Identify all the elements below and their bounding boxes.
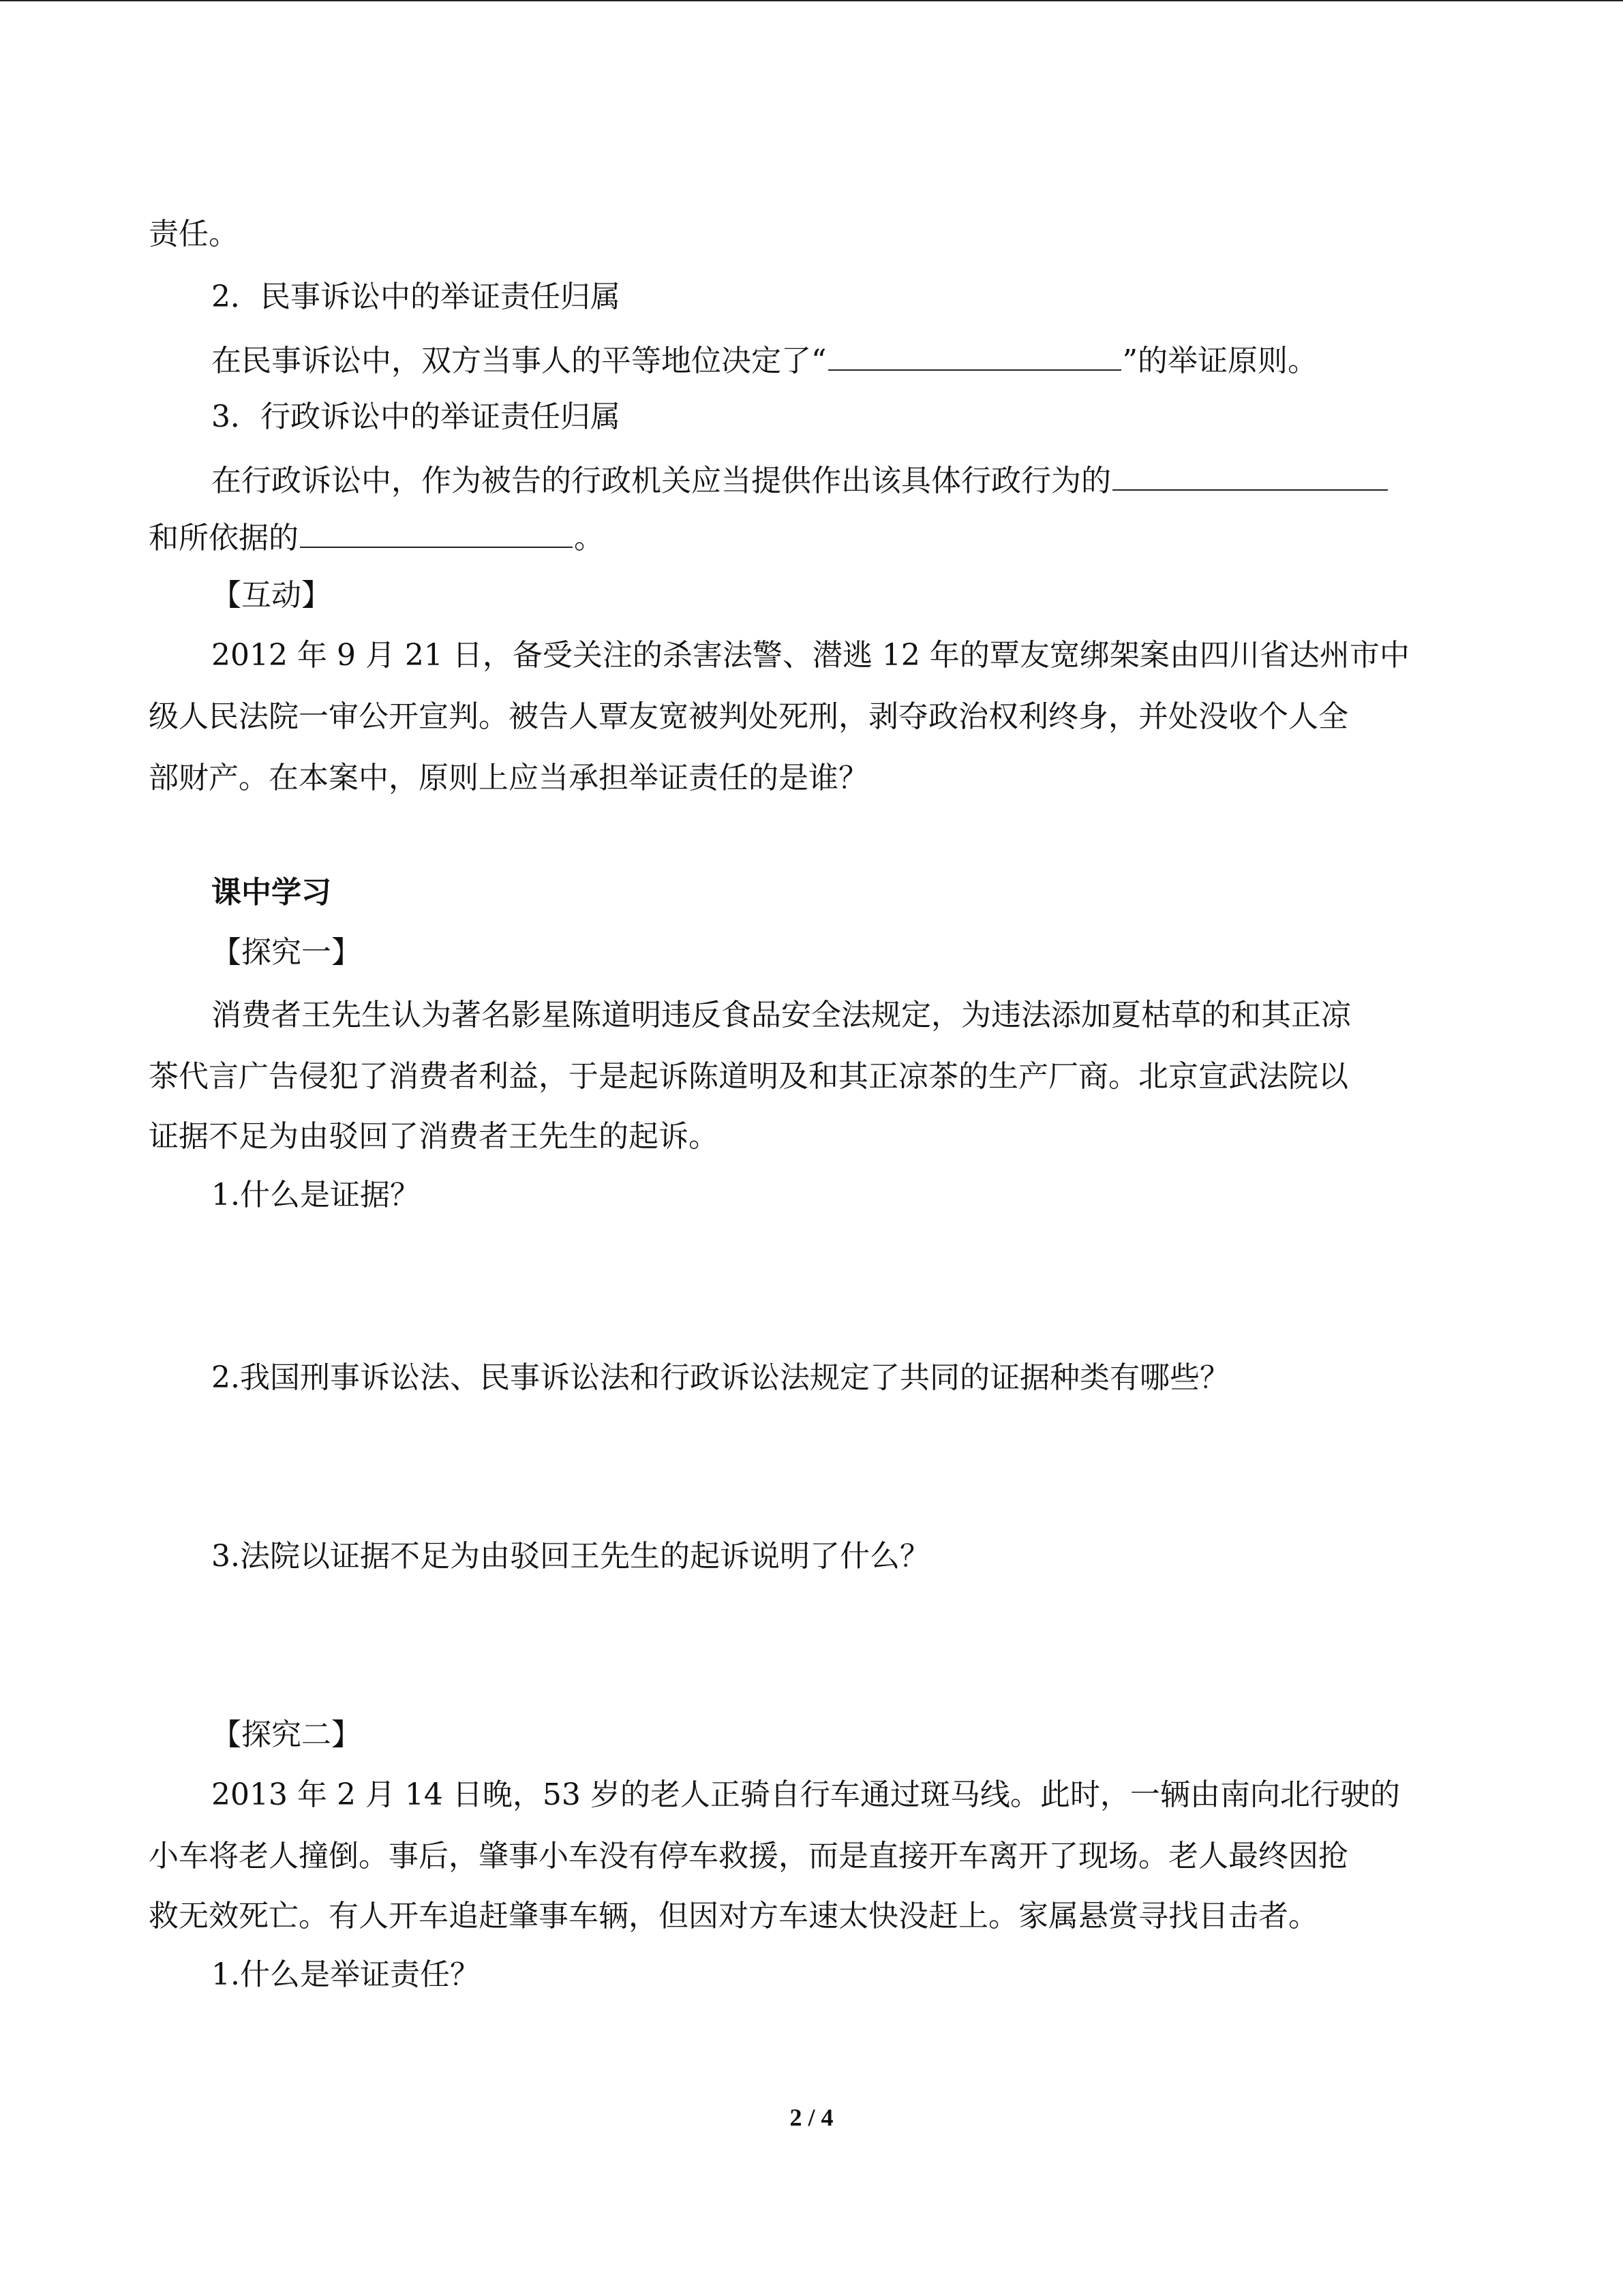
text-line: 小车将老人撞倒。事后，肇事小车没有停车救援，而是直接开车离开了现场。老人最终因抢 (149, 1839, 1348, 1873)
text-line (211, 459, 1389, 500)
text-segment: ”的举证原则。 (1122, 343, 1318, 378)
text-line: 证据不足为由驳回了消费者王先生的起诉。 (149, 1119, 718, 1154)
text-line: 2013 年 2 月 14 日晚，53 岁的老人正骑自行车通过斑马线。此时，一辆由南向北行驶的 (211, 1777, 1400, 1812)
text-line (149, 517, 604, 557)
question: 3.法院以证据不足为由驳回王先生的起诉说明了什么？ (211, 1539, 930, 1574)
text-segment: 在行政诉讼中，作为被告的行政机关应当提供作出该具体行政行为的 (211, 463, 1111, 498)
section-title: 课中学习 (211, 875, 331, 910)
text-line: 部财产。在本案中，原则上应当承担举证责任的是谁？ (149, 761, 868, 795)
fill-blank (1112, 459, 1388, 491)
section-heading: 3．行政诉讼中的举证责任归属 (211, 399, 620, 434)
text-line: 茶代言广告侵犯了消费者利益，于是起诉陈道明及和其正凉茶的生产厂商。北京宣武法院以 (149, 1059, 1348, 1094)
section-label: 【探究一】 (211, 935, 361, 970)
text-segment: 和所依据的 (149, 521, 299, 555)
text-line: 2012 年 9 月 21 日，备受关注的杀害法警、潜逃 12 年的覃友宽绑架案由四川省达州市中 (211, 638, 1410, 673)
section-label: 【探究二】 (211, 1717, 361, 1752)
text-segment: 。 (574, 521, 604, 555)
fill-blank (300, 517, 573, 548)
text-line: 救无效死亡。有人开车追赶肇事车辆，但因对方车速太快没赶上。家属悬赏寻找目击者。 (149, 1899, 1318, 1933)
fill-blank (828, 339, 1121, 371)
question: 1.什么是证据？ (211, 1178, 420, 1212)
text-segment: 在民事诉讼中，双方当事人的平等地位决定了“ (211, 343, 827, 378)
question: 1.什么是举证责任？ (211, 1957, 480, 1992)
text-line: 消费者王先生认为著名影星陈道明违反食品安全法规定，为违法添加夏枯草的和其正凉 (211, 998, 1351, 1032)
text-line: 级人民法院一审公开宣判。被告人覃友宽被判处死刑，剥夺政治权利终身，并处没收个人全 (149, 699, 1348, 734)
text-line (211, 339, 1318, 380)
page-number: 2 / 4 (789, 2104, 834, 2131)
section-heading: 2．民事诉讼中的举证责任归属 (211, 279, 620, 314)
question: 2.我国刑事诉讼法、民事诉讼法和行政诉讼法规定了共同的证据种类有哪些？ (211, 1360, 1230, 1395)
text-line: 责任。 (149, 217, 239, 251)
section-label: 【互动】 (211, 578, 331, 613)
